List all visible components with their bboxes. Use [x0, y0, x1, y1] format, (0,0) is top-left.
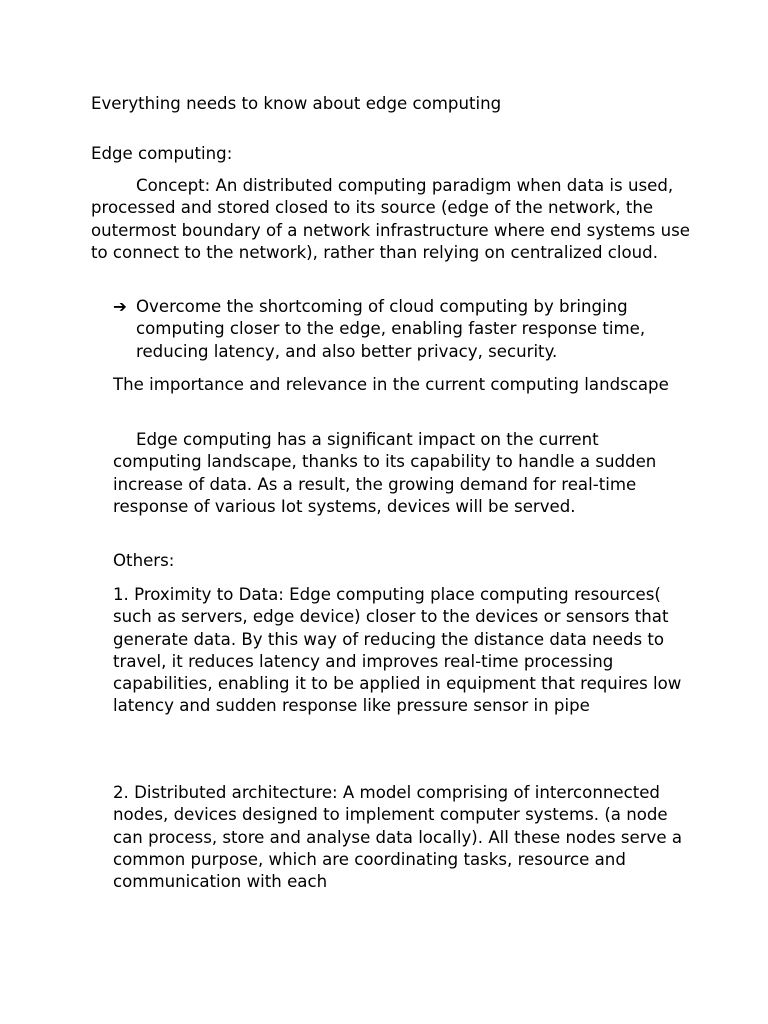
concept-paragraph: Concept: An distributed computing paradigm when data is used, processed and stored closed to its source (edge of the network, the outermost boundary of a network infrastructure where end systems use to connect to the network), rather than relying on centralized cloud. — [91, 176, 696, 262]
importance-paragraph: Edge computing has a significant impact on the current computing landscape, thanks to its capability to handle a sudden increase of data. As a result, the growing demand for real-time response of various Iot systems, devices will be served. — [113, 430, 662, 516]
section-heading: Edge computing: — [91, 144, 233, 163]
right-arrow-icon: ➔ — [113, 297, 127, 316]
others-heading: Others: — [113, 551, 175, 570]
bullet-text: Overcome the shortcoming of cloud computing by bringing computing closer to the edge, enabling faster response time, reducing latency, and also better privacy, security. — [136, 297, 651, 361]
bullet-item — [113, 296, 693, 385]
list-item: 2. Distributed architecture: A model comprising of interconnected nodes, devices designed to implement computer systems. (a node can process, store and analyse data locally). All these nodes serve a common purpose, which are coordinating tasks, resource and communication with each — [113, 783, 688, 892]
list-item: 1. Proximity to Data: Edge computing place computing resources( such as servers, edge device) closer to the devices or sensors that generate data. By this way of reducing the distance data needs to travel, it reduces latency and improves real-time processing capabilities, enabling it to be applied in equipment that requires low latency and sudden response like pressure sensor in pipe — [113, 585, 687, 716]
importance-heading: The importance and relevance in the current computing landscape — [113, 375, 669, 394]
document-title: Everything needs to know about edge computing — [91, 94, 502, 113]
